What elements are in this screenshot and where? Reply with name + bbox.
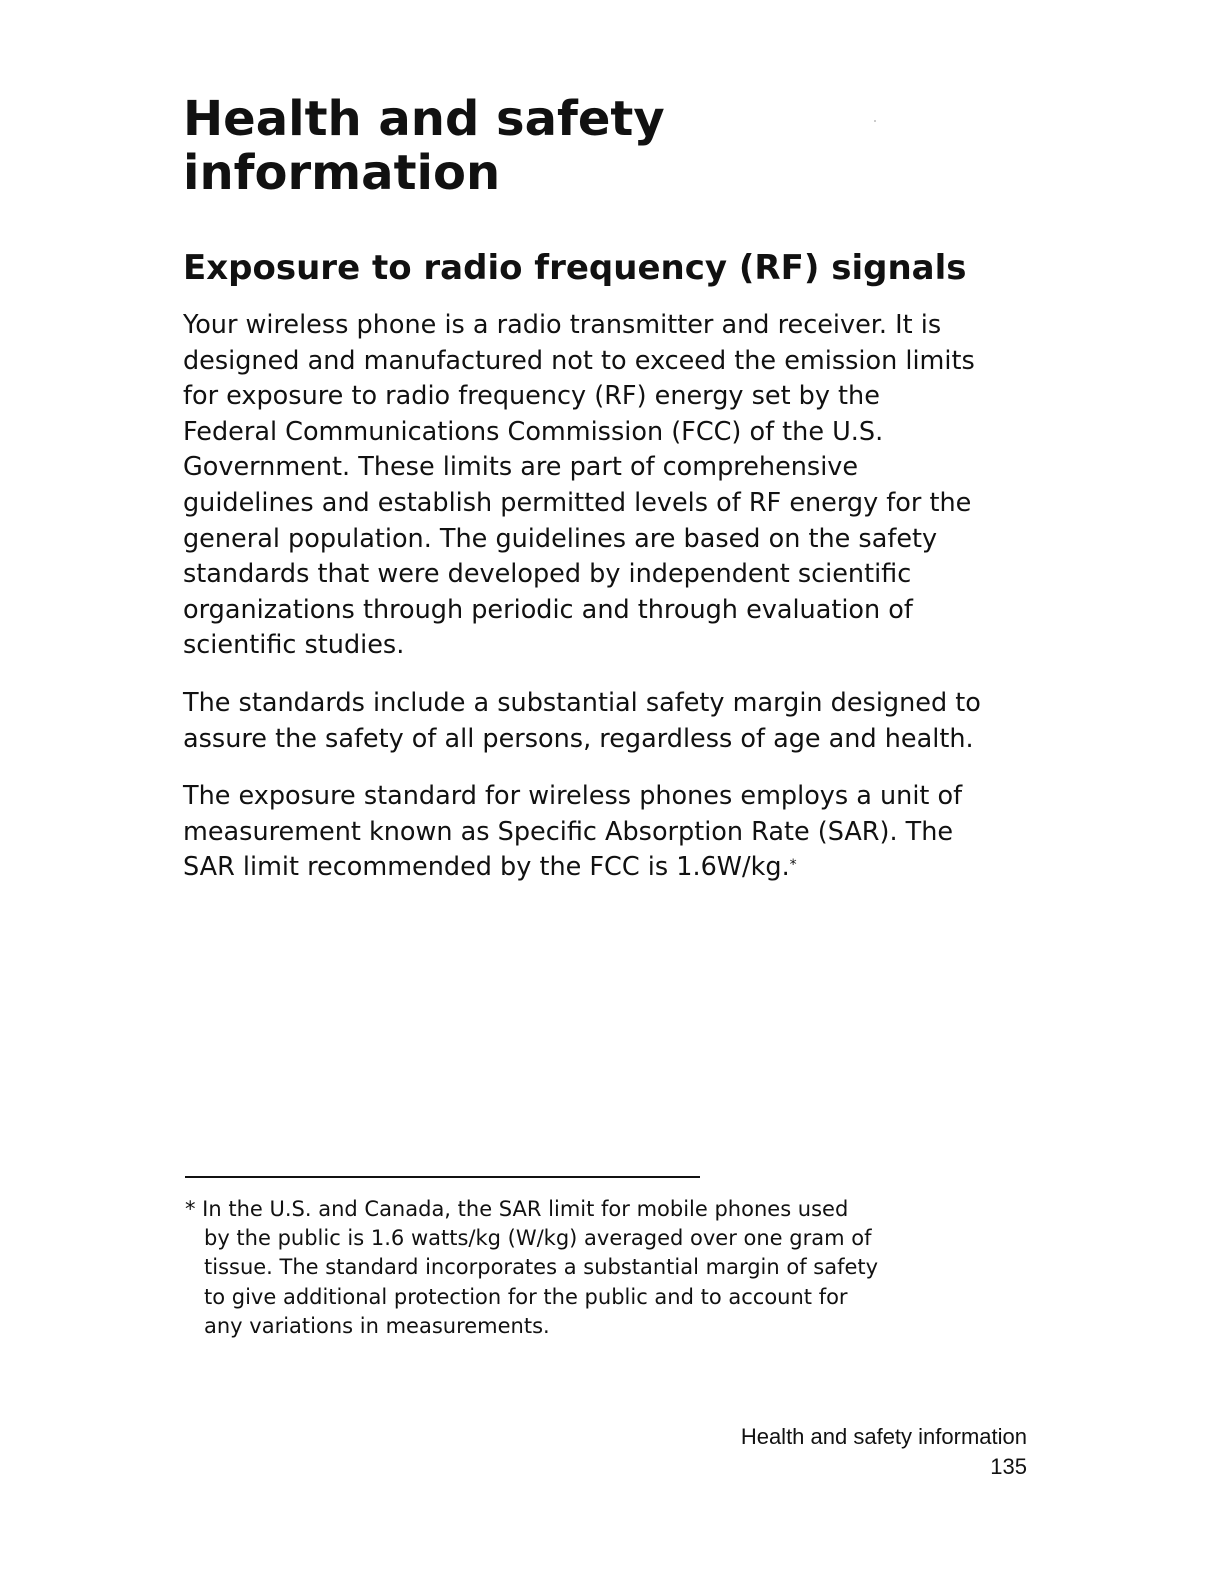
- text-line: SAR limit recommended by the FCC is 1.6W/kg.: [183, 852, 790, 883]
- footnote-line: tissue. The standard incorporates a substantial margin of safety: [204, 1255, 879, 1280]
- body-paragraph-safety-margin: [183, 686, 1043, 757]
- text-line-with-footnote-ref: [183, 850, 1043, 886]
- footnote-line: to give additional protection for the public and to account for: [204, 1284, 848, 1309]
- text-line: organizations through periodic and through evaluation of: [183, 594, 913, 625]
- text-line: The standards include a substantial safety margin designed to: [183, 688, 981, 718]
- scan-speck: [874, 120, 876, 122]
- page-number: 135: [990, 1454, 1027, 1479]
- page-title-line: information: [183, 145, 501, 201]
- footnote-reference: *: [789, 857, 797, 874]
- text-line: Government. These limits are part of comprehensive: [183, 452, 859, 483]
- body-paragraph-rf-intro: [183, 308, 1043, 664]
- section-heading: Exposure to radio frequency (RF) signals: [183, 248, 967, 288]
- footnote-line: by the public is 1.6 watts/kg (W/kg) averaged over one gram of: [204, 1226, 872, 1251]
- text-line: guidelines and establish permitted levels of RF energy for the: [183, 487, 972, 518]
- text-line: scientific studies.: [183, 630, 405, 661]
- text-line: designed and manufactured not to exceed the emission limits: [183, 345, 975, 376]
- text-line: standards that were developed by independent scientific: [183, 559, 912, 590]
- footnote-divider: [185, 1176, 700, 1178]
- text-line: Your wireless phone is a radio transmitter and receiver. It is: [183, 310, 942, 340]
- text-line: measurement known as Specific Absorption Rate (SAR). The: [183, 816, 954, 847]
- text-line: for exposure to radio frequency (RF) energy set by the: [183, 381, 880, 412]
- text-line: assure the safety of all persons, regardless of age and health.: [183, 723, 974, 754]
- text-line: The exposure standard for wireless phones employs a unit of: [183, 781, 963, 811]
- body-paragraph-sar: [183, 779, 1043, 886]
- text-line: Federal Communications Commission (FCC) of the U.S.: [183, 416, 884, 447]
- page-title-line: Health and safety: [183, 91, 665, 147]
- footnote-line: * In the U.S. and Canada, the SAR limit for mobile phones used: [185, 1197, 849, 1221]
- footer-section-title: Health and safety information: [740, 1424, 1027, 1449]
- footnote: [185, 1195, 1005, 1341]
- page-title: [183, 92, 883, 200]
- running-footer: [741, 1422, 1027, 1482]
- footnote-line: any variations in measurements.: [204, 1313, 550, 1338]
- text-line: general population. The guidelines are based on the safety: [183, 523, 938, 554]
